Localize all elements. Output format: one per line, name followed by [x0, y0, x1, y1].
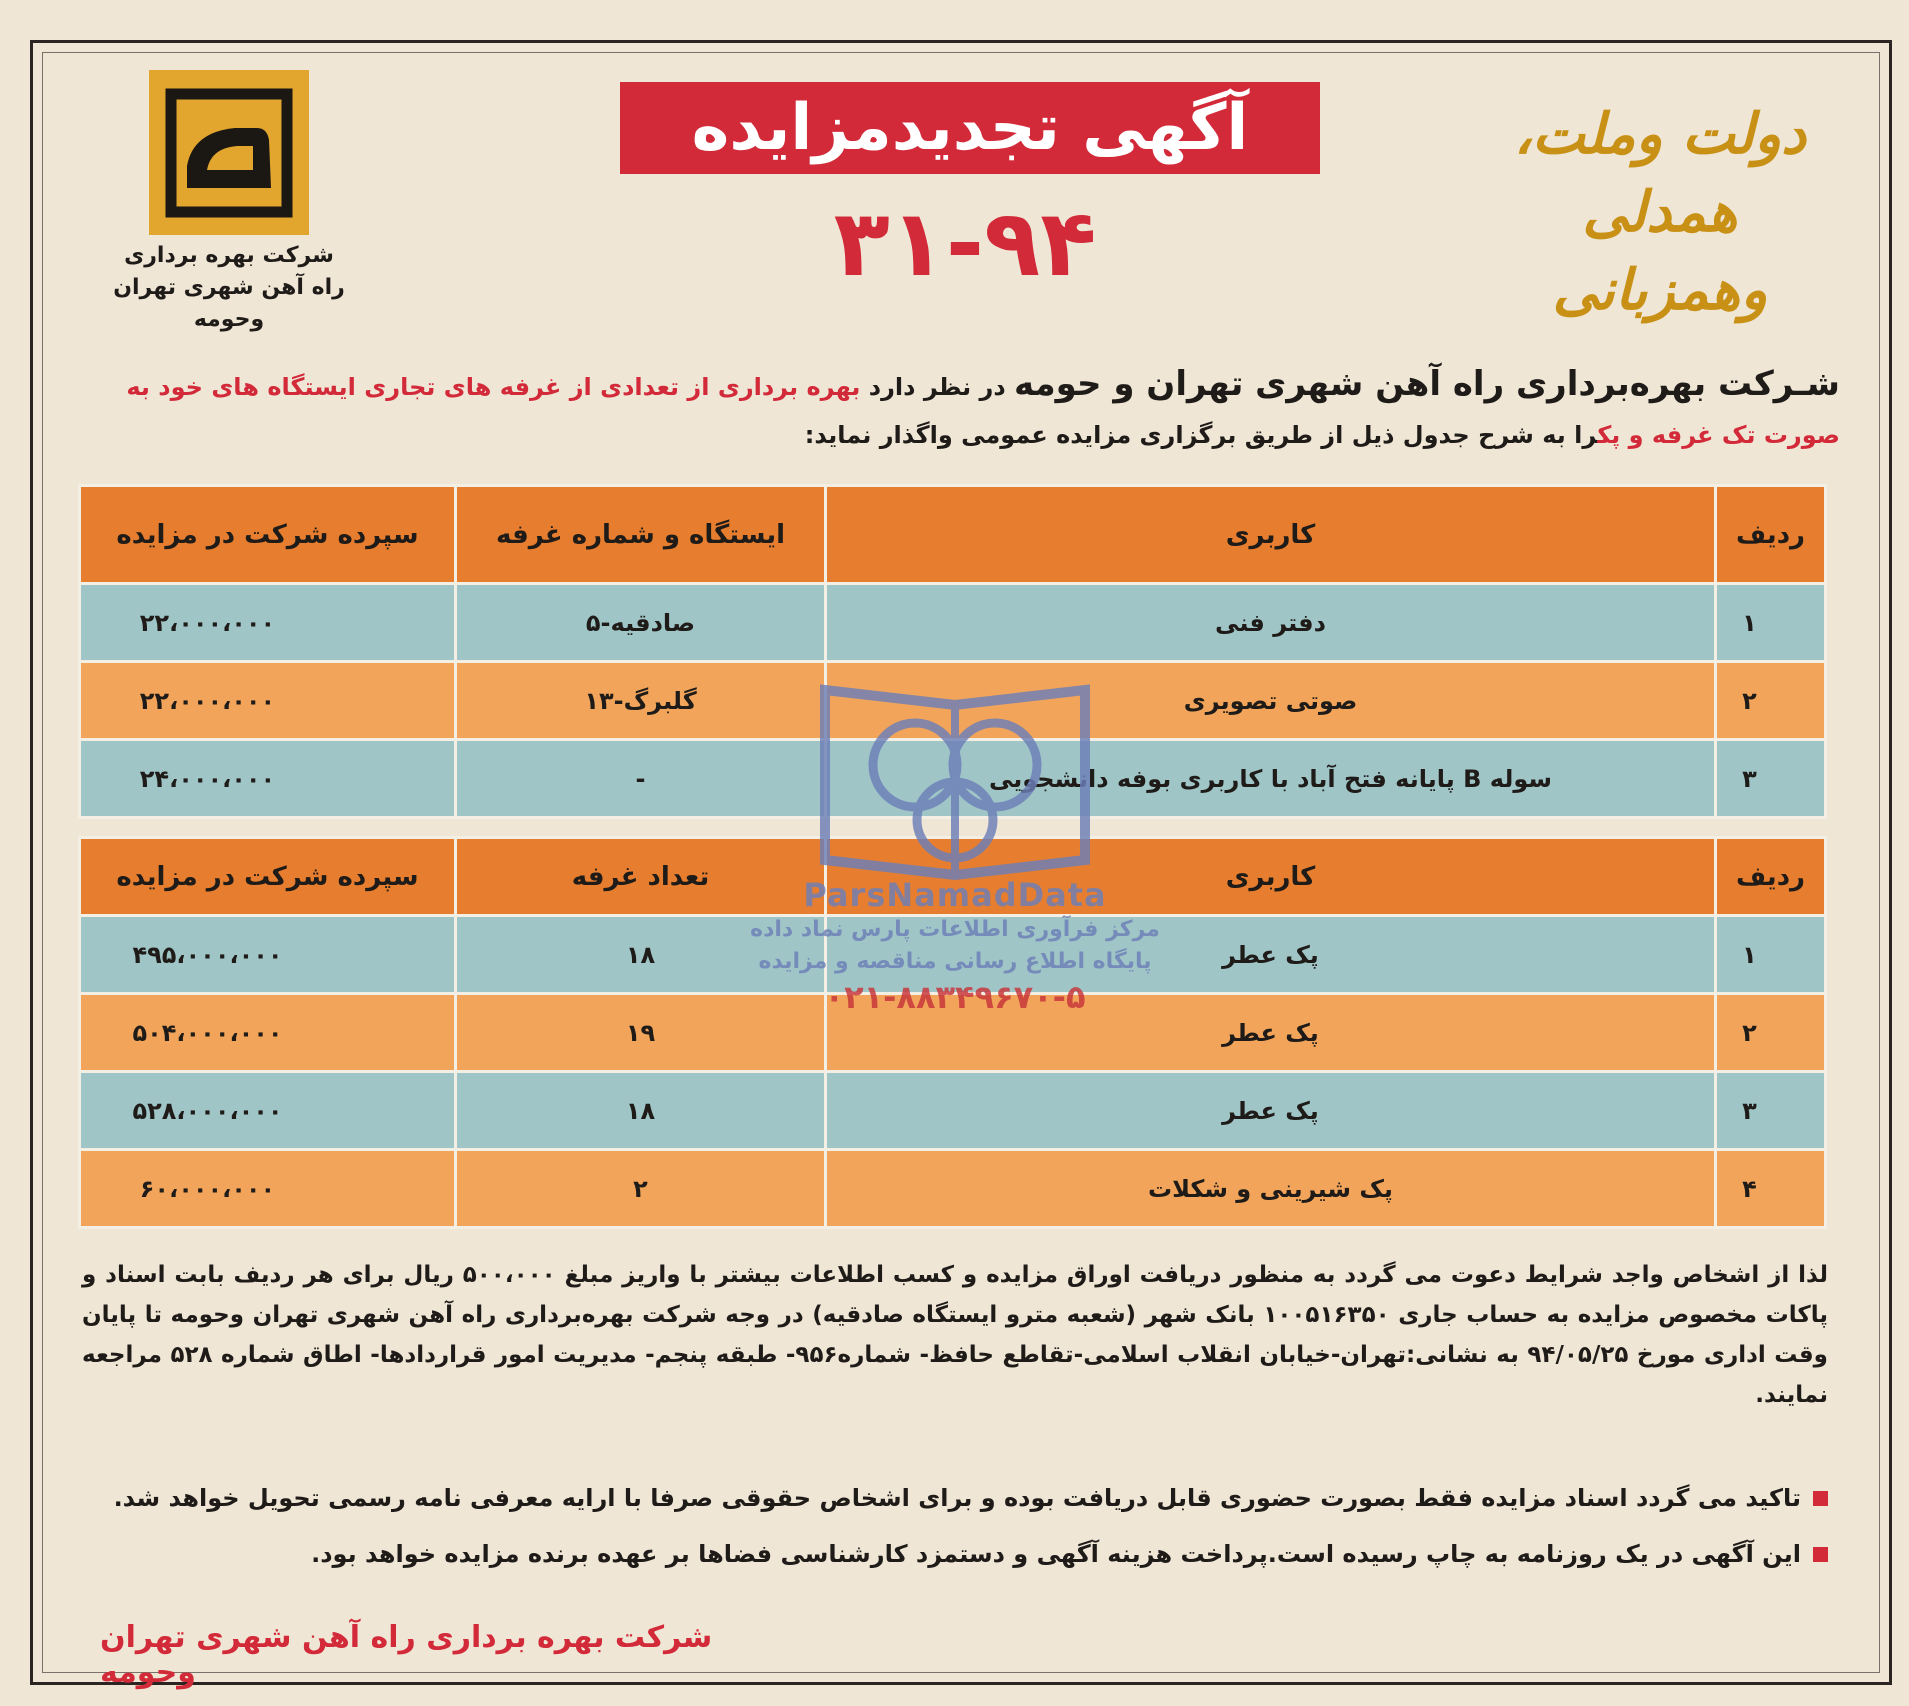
- body-part2: ریال برای هر ردیف: [224, 1262, 463, 1288]
- list-item: [82, 1526, 1828, 1582]
- auction-number: ۳۱-۹۴: [833, 190, 1097, 297]
- cell-usage: پک شیرینی و شکلات: [826, 1150, 1716, 1228]
- cell-deposit: ۲۲،۰۰۰،۰۰۰: [80, 584, 456, 662]
- cell-row-number: ۲: [1716, 994, 1826, 1072]
- footer-signature: شرکت بهره برداری راه آهن شهری تهران وحومه: [100, 1620, 713, 1690]
- cell-usage: سوله B پایانه فتح آباد با کاربری بوفه دانشجویی: [826, 740, 1716, 818]
- watermark-line1: مرکز فرآوری اطلاعات پارس نماد داده: [750, 917, 1160, 942]
- col-header-usage: کاربری: [826, 838, 1716, 916]
- cell-usage: پک عطر: [826, 994, 1716, 1072]
- watermark-book-icon: [805, 670, 1105, 880]
- logo-caption-line2: راه آهن شهری تهران وحومه: [113, 275, 345, 332]
- cell-station-booth: صادقیه-۵: [456, 584, 826, 662]
- table-row: [80, 584, 1826, 662]
- cell-deposit: ۲۲،۰۰۰،۰۰۰: [80, 662, 456, 740]
- intro-mid: در نظر دارد: [860, 373, 1014, 401]
- col-header-row-number: ردیف: [1716, 486, 1826, 584]
- body-fee-amount: ۵۰۰،۰۰۰: [462, 1262, 556, 1288]
- slogan-line2: همدلی وهمزبانی: [1552, 179, 1768, 323]
- cell-usage: پک عطر: [826, 916, 1716, 994]
- col-header-station-booth: ایستگاه و شماره غرفه: [456, 486, 826, 584]
- col-header-deposit: سپرده شرکت در مزایده: [80, 486, 456, 584]
- watermark-phone: ۰۲۱-۸۸۳۴۹۶۷۰-۵: [824, 978, 1086, 1016]
- table-header-row: [80, 486, 1826, 584]
- col-header-row-number: ردیف: [1716, 838, 1826, 916]
- cell-row-number: ۳: [1716, 740, 1826, 818]
- cell-deposit: ۲۴،۰۰۰،۰۰۰: [80, 740, 456, 818]
- cell-booth-count: ۱۸: [456, 916, 826, 994]
- col-header-booth-count: تعداد غرفه: [456, 838, 826, 916]
- cell-row-number: ۱: [1716, 916, 1826, 994]
- metro-logo-icon: [149, 70, 309, 235]
- cell-usage: دفتر فنی: [826, 584, 1716, 662]
- cell-deposit: ۵۲۸،۰۰۰،۰۰۰: [80, 1072, 456, 1150]
- cell-station-booth: گلبرگ-۱۳: [456, 662, 826, 740]
- cell-row-number: ۴: [1716, 1150, 1826, 1228]
- slogan: [1480, 95, 1840, 329]
- intro-highlight1: بهره برداری از تعدادی از غرفه های تجاری ایستگاه های خود: [158, 373, 861, 401]
- body-paragraph: [82, 1255, 1828, 1415]
- slogan-line1: دولت وملت،: [1513, 101, 1807, 167]
- logo-caption: [94, 240, 364, 336]
- cell-usage: صوتی تصویری: [826, 662, 1716, 740]
- cell-row-number: ۱: [1716, 584, 1826, 662]
- table-row: [80, 1072, 1826, 1150]
- metro-logo: [149, 70, 309, 235]
- intro-highlight2: به صورت تک غرفه و پک: [126, 373, 1840, 449]
- watermark-line2: پایگاه اطلاع رسانی مناقصه و مزایده: [758, 949, 1152, 974]
- cell-booth-count: ۱۹: [456, 994, 826, 1072]
- watermark-brand: ParsNamadData: [803, 876, 1107, 914]
- body-part5: به نشانی:تهران-خیابان انقلاب اسلامی-تقاطع حافظ- شماره۹۵۶- طبقه پنجم- مدیریت امور قراردادها- اطاق شماره ۵۲۸ مراجعه نمایند.: [82, 1342, 1828, 1408]
- cell-row-number: ۲: [1716, 662, 1826, 740]
- body-part4: به حساب جاری ۱۰۰۵۱۶۳۵۰ بانک شهر (شعبه مترو ایستگاه صادقیه) در وجه شرکت بهره‌برداری راه آهن شهری تهران وحومه تا پایان وقت اداری مورخ: [82, 1302, 1828, 1368]
- intro-rest: را به شرح جدول ذیل از طریق برگزاری مزایده عمومی واگذار نماید:: [804, 421, 1598, 449]
- cell-usage: پک عطر: [826, 1072, 1716, 1150]
- cell-row-number: ۳: [1716, 1072, 1826, 1150]
- bullet-square-icon: [1813, 1491, 1828, 1506]
- body-part3: بابت اسناد و پاکات مخصوص مزایده: [82, 1262, 1828, 1328]
- auction-banner: آگهی تجدیدمزایده: [620, 82, 1320, 174]
- col-header-usage: کاربری: [826, 486, 1716, 584]
- intro-company: شـرکت بهره‌برداری راه آهن شهری تهران و حومه: [1014, 364, 1840, 404]
- cell-booth-count: ۱۸: [456, 1072, 826, 1150]
- intro-paragraph: [68, 360, 1840, 459]
- body-part1: لذا از اشخاص واجد شرایط دعوت می گردد به منظور دریافت اوراق مزایده و کسب اطلاعات بیشتر با واریز مبلغ: [555, 1262, 1828, 1288]
- body-deadline-date: ۹۴/۰۵/۲۵: [1527, 1342, 1629, 1368]
- note-text: تاکید می گردد اسناد مزایده فقط بصورت حضوری قابل دریافت بوده و برای اشخاص حقوقی صرفا با ارایه معرفی نامه رسمی تحویل خواهد شد.: [113, 1484, 1801, 1512]
- watermark: [745, 670, 1165, 1020]
- cell-station-booth: -: [456, 740, 826, 818]
- table-row: [80, 1150, 1826, 1228]
- cell-deposit: ۶۰،۰۰۰،۰۰۰: [80, 1150, 456, 1228]
- col-header-deposit: سپرده شرکت در مزایده: [80, 838, 456, 916]
- bullet-square-icon: [1813, 1547, 1828, 1562]
- cell-deposit: ۵۰۴،۰۰۰،۰۰۰: [80, 994, 456, 1072]
- list-item: [82, 1470, 1828, 1526]
- notes-list: [82, 1470, 1828, 1582]
- cell-deposit: ۴۹۵،۰۰۰،۰۰۰: [80, 916, 456, 994]
- cell-booth-count: ۲: [456, 1150, 826, 1228]
- note-text: این آگهی در یک روزنامه به چاپ رسیده است.پرداخت هزینه آگهی و دستمزد کارشناسی فضاها بر عهده برنده مزایده خواهد بود.: [311, 1540, 1801, 1568]
- logo-caption-line1: شرکت بهره برداری: [124, 243, 334, 268]
